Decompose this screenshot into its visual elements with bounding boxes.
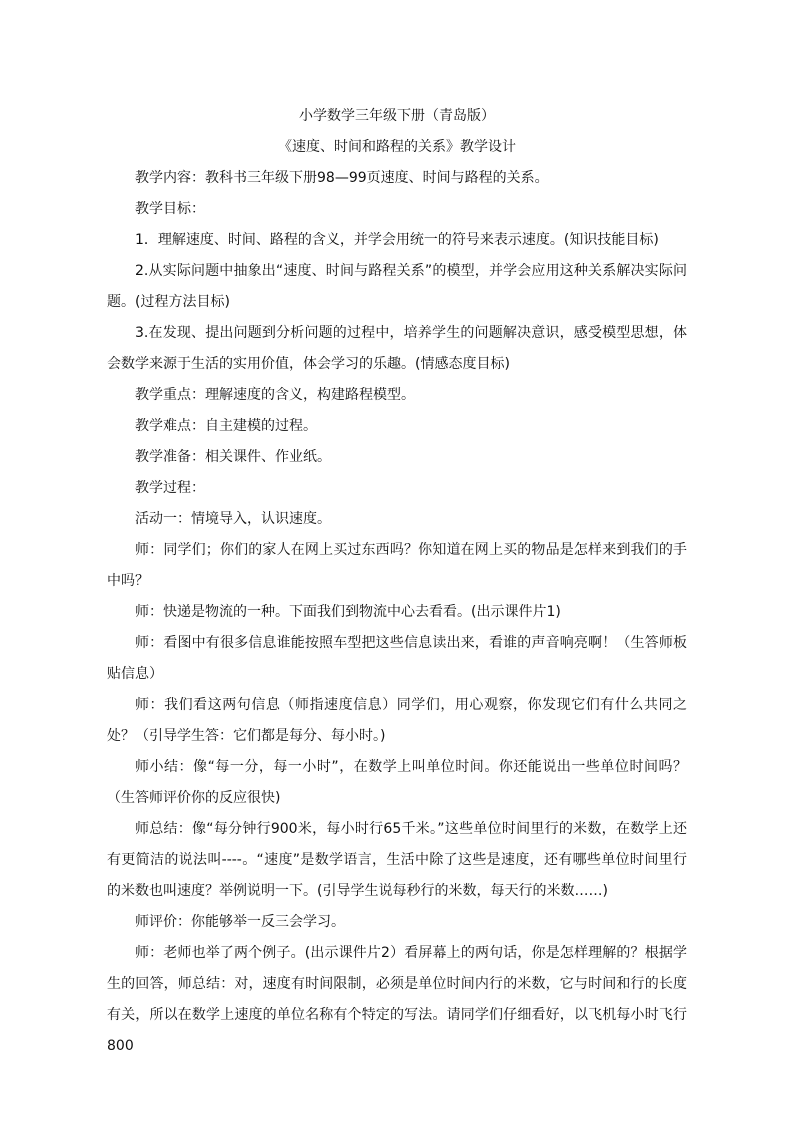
- paragraph-teaching-objectives-heading: 教学目标：: [135, 201, 205, 217]
- paragraph-teacher-2: 师：快递是物流的一种。下面我们到物流中心去看看。(出示课件片1): [135, 604, 561, 620]
- paragraph-objective-2: 2.从实际问题中抽象出“速度、时间与路程关系”的模型，并学会应用这种关系解决实际问题。(过程方法目标): [107, 263, 687, 310]
- document-body: [107, 101, 687, 1062]
- document-subtitle: 《速度、时间和路程的关系》教学设计: [278, 139, 516, 155]
- paragraph-teacher-5: 师：老师也举了两个例子。(出示课件片2）看屏幕上的两句话，你是怎样理解的？根据学生的回答，师总结：对，速度有时间限制，必须是单位时间内行的米数，它与时间和行的长度有关，所以在数学上速度的单位名称有个特定的写法。请同学们仔细看好，以飞机每小时飞行800: [107, 945, 687, 1054]
- paragraph-teacher-4: 师：我们看这两句信息（师指速度信息）同学们，用心观察，你发现它们有什么共同之处？（引导学生答：它们都是每分、每小时。): [107, 697, 687, 744]
- paragraph-teacher-evaluation: 师评价：你能够举一反三会学习。: [135, 914, 345, 930]
- paragraph-teacher-summary-2: 师总结：像“每分钟行900米，每小时行65千米。”这些单位时间里行的米数，在数学上还有更简洁的说法叫----。“速度”是数学语言，生活中除了这些是速度，还有哪些单位时间里行的米数也叫速度？举例说明一下。(引导学生说每秒行的米数，每天行的米数……): [107, 821, 687, 899]
- paragraph-teacher-summary-1: 师小结：像“每一分，每一小时”，在数学上叫单位时间。你还能说出一些单位时间吗？（生答师评价你的反应很快): [107, 759, 687, 806]
- paragraph-key-points: 教学重点：理解速度的含义，构建路程模型。: [135, 387, 415, 403]
- paragraph-preparation: 教学准备：相关课件、作业纸。: [135, 449, 331, 465]
- paragraph-teaching-content: 教学内容：教科书三年级下册98—99页速度、时间与路程的关系。: [135, 170, 549, 186]
- paragraph-teacher-1: 师：同学们；你们的家人在网上买过东西吗？你知道在网上买的物品是怎样来到我们的手中吗？: [107, 542, 687, 589]
- paragraph-teacher-3: 师：看图中有很多信息谁能按照车型把这些信息读出来，看谁的声音响亮啊！（生答师板贴信息）: [107, 635, 687, 682]
- paragraph-process-heading: 教学过程：: [135, 480, 205, 496]
- paragraph-activity-1: 活动一：情境导入，认识速度。: [135, 511, 331, 527]
- paragraph-objective-3: 3.在发现、提出问题到分析问题的过程中，培养学生的问题解决意识，感受模型思想，体会数学来源于生活的实用价值，体会学习的乐趣。(情感态度目标): [107, 325, 687, 372]
- document-title: 小学数学三年级下册（青岛版）: [299, 108, 495, 124]
- paragraph-difficult-points: 教学难点：自主建模的过程。: [135, 418, 317, 434]
- paragraph-objective-1: 1．理解速度、时间、路程的含义，并学会用统一的符号来表示速度。(知识技能目标): [135, 232, 659, 248]
